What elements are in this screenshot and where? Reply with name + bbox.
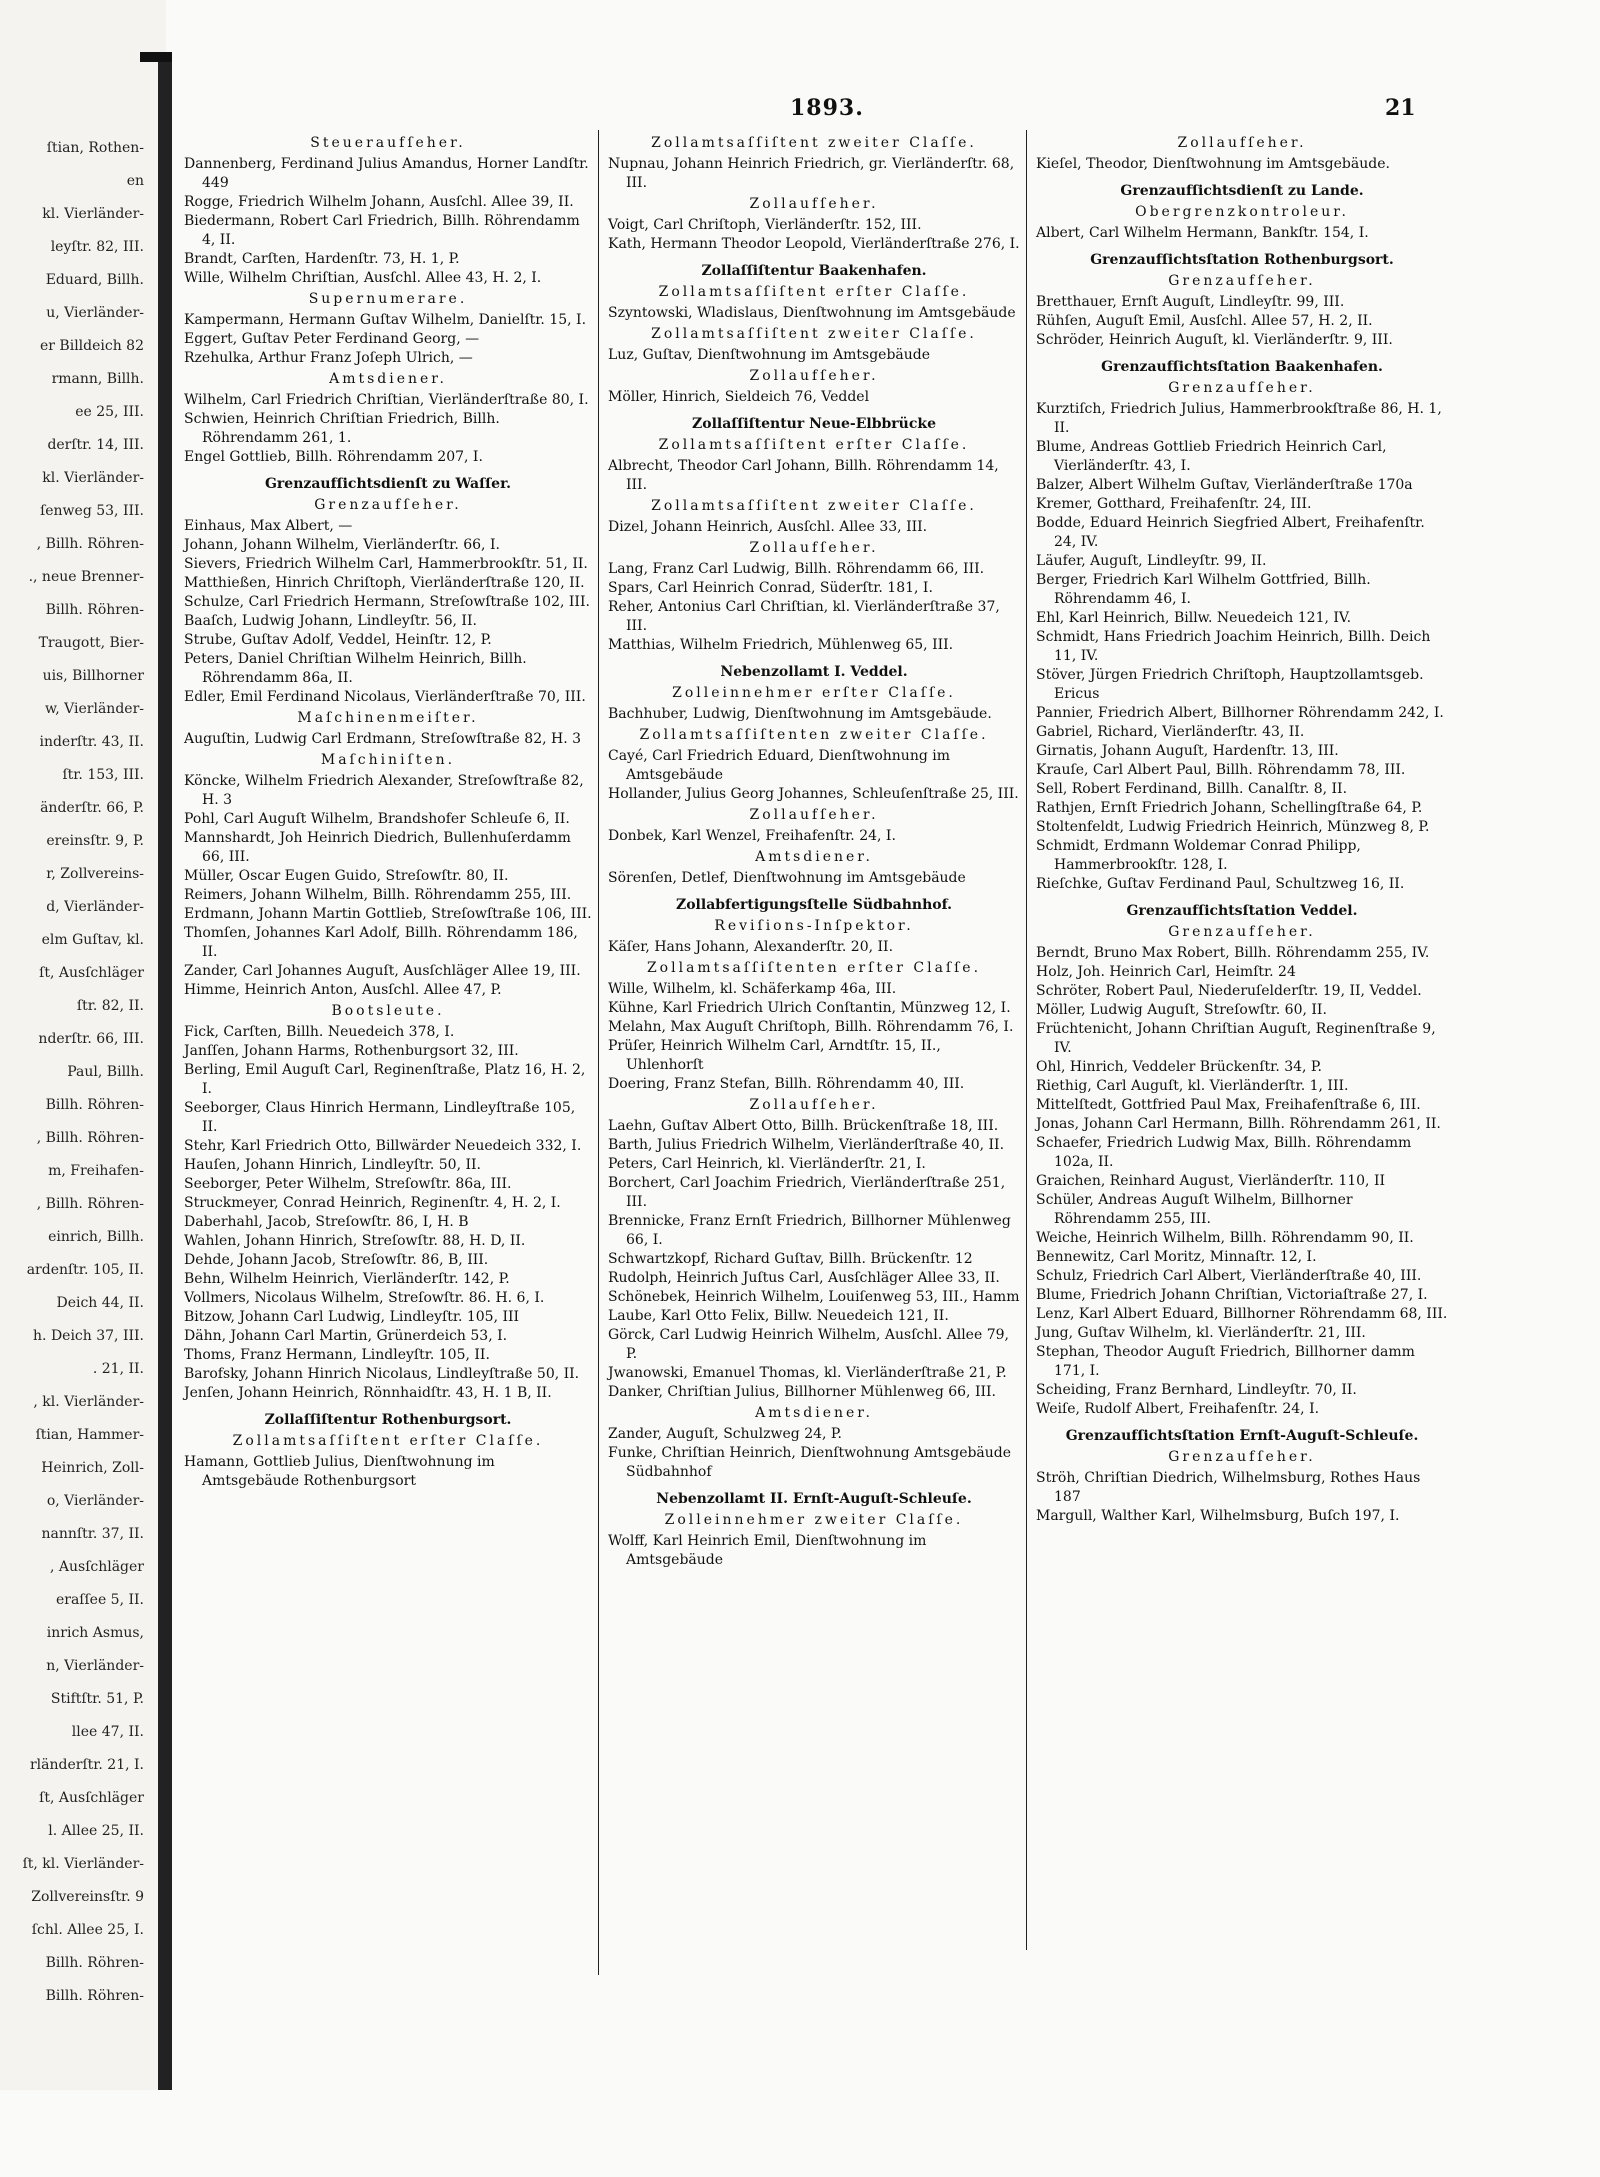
directory-entry: Dähn, Johann Carl Martin, Grünerdeich 53, I. (184, 1328, 508, 1344)
spine-tab (140, 52, 172, 62)
directory-entry: Berndt, Bruno Max Robert, Billh. Röhrendamm 255, IV. (1036, 945, 1430, 961)
gutter-fragment: nannſtr. 37, II. (41, 1526, 144, 1542)
rank-heading: Zollamtsaſſiſtenten zweiter Claſſe. (639, 727, 989, 743)
directory-entry: Pannier, Friedrich Albert, Billhorner Röhrendamm 242, I. (1036, 705, 1444, 721)
column-1 (184, 132, 592, 1491)
directory-entry: Balzer, Albert Wilhelm Guſtav, Vierländerſtraße 170a (1036, 477, 1413, 493)
directory-entry: Schröter, Robert Paul, Niederuſelderſtr. 19, II, Veddel. (1036, 983, 1422, 999)
page-number: 21 (1385, 95, 1416, 121)
gutter-fragment: w, Vierländer- (44, 701, 144, 717)
column-rule (598, 130, 599, 1975)
gutter-fragment: , Billh. Röhren- (36, 1130, 144, 1146)
directory-entry: Möller, Ludwig Auguſt, Streſowſtr. 60, II. (1036, 1002, 1327, 1018)
section-heading: Grenzaufſichtsſtation Baakenhafen. (1101, 359, 1383, 375)
directory-entry: Laehn, Guſtav Albert Otto, Billh. Brückenſtraße 18, III. (608, 1118, 999, 1134)
directory-entry: Edler, Emil Ferdinand Nicolaus, Vierländerſtraße 70, III. (184, 689, 586, 705)
directory-entry: Himme, Heinrich Anton, Ausſchl. Allee 47, P. (184, 982, 502, 998)
directory-entry: Jonas, Johann Carl Hermann, Billh. Röhrendamm 261, II. (1036, 1116, 1441, 1132)
directory-entry: Schröder, Heinrich Auguſt, kl. Vierländerſtr. 9, III. (1036, 332, 1393, 348)
directory-entry: Bachhuber, Ludwig, Dienſtwohnung im Amtsgebäude. (608, 706, 992, 722)
section-heading: Grenzaufſichtsſtation Veddel. (1126, 903, 1358, 919)
directory-entry: Biedermann, Robert Carl Friedrich, Billh. Röhrendamm 4, II. (184, 213, 580, 248)
section-heading: Nebenzollamt II. Ernſt-Auguſt-Schleuſe. (656, 1491, 972, 1507)
gutter-fragment: en (126, 173, 144, 189)
directory-entry: Voigt, Carl Chriſtoph, Vierländerſtr. 152, III. (608, 217, 922, 233)
directory-entry: Barth, Julius Friedrich Wilhelm, Vierländerſtraße 40, II. (608, 1137, 1005, 1153)
gutter-fragment: , Billh. Röhren- (36, 1196, 144, 1212)
directory-entry: Jenſen, Johann Heinrich, Rönnhaidſtr. 43, H. 1 B, II. (184, 1385, 552, 1401)
directory-entry: Kieſel, Theodor, Dienſtwohnung im Amtsgebäude. (1036, 156, 1390, 172)
gutter-fragment: elm Guſtav, kl. (41, 932, 144, 948)
directory-entry: Pohl, Carl Auguſt Wilhelm, Brandshofer Schleuſe 6, II. (184, 811, 570, 827)
directory-entry: Krauſe, Carl Albert Paul, Billh. Röhrendamm 78, III. (1036, 762, 1406, 778)
directory-entry: Spars, Carl Heinrich Conrad, Süderſtr. 181, I. (608, 580, 933, 596)
directory-entry: Hamann, Gottlieb Julius, Dienſtwohnung im Amtsgebäude Rothenburgsort (184, 1454, 495, 1489)
rank-heading: Amtsdiener. (755, 1405, 873, 1421)
directory-entry: Rzehulka, Arthur Franz Joſeph Ulrich, — (184, 350, 473, 366)
directory-entry: Cayé, Carl Friedrich Eduard, Dienſtwohnung im Amtsgebäude (608, 748, 950, 783)
directory-entry: Matthießen, Hinrich Chriſtoph, Vierländerſtraße 120, II. (184, 575, 585, 591)
directory-entry: Daberhahl, Jacob, Streſowſtr. 86, I, H. B (184, 1214, 469, 1230)
gutter-fragment: , Ausſchläger (49, 1559, 144, 1575)
directory-entry: Szyntowski, Wladislaus, Dienſtwohnung im Amtsgebäude (608, 305, 1016, 321)
directory-entry: Schulze, Carl Friedrich Hermann, Streſowſtraße 102, III. (184, 594, 590, 610)
directory-entry: Funke, Chriſtian Heinrich, Dienſtwohnung Amtsgebäude Südbahnhof (608, 1445, 1012, 1480)
directory-entry: Rieſchke, Guſtav Ferdinand Paul, Schultzweg 16, II. (1036, 876, 1405, 892)
directory-entry: Borchert, Carl Joachim Friedrich, Vierländerſtraße 251, III. (608, 1175, 1006, 1210)
directory-entry: Läufer, Auguſt, Lindleyſtr. 99, II. (1036, 553, 1267, 569)
directory-entry: Ohl, Hinrich, Veddeler Brückenſtr. 34, P. (1036, 1059, 1322, 1075)
rank-heading: Grenzaufſeher. (1168, 924, 1316, 940)
rank-heading: Zollamtsaſſiſtent erſter Claſſe. (658, 437, 970, 453)
rank-heading: Zollaufſeher. (1177, 135, 1307, 151)
directory-entry: Stöver, Jürgen Friedrich Chriſtoph, Hauptzollamtsgeb. Ericus (1036, 667, 1424, 702)
directory-entry: Früchtenicht, Johann Chriſtian Auguſt, Reginenſtraße 9, IV. (1036, 1021, 1436, 1056)
gutter-fragment: ereinsſtr. 9, P. (46, 833, 144, 849)
directory-entry: Brennicke, Franz Ernſt Friedrich, Billhorner Mühlenweg 66, I. (608, 1213, 1011, 1248)
directory-entry: Köncke, Wilhelm Friedrich Alexander, Streſowſtraße 82, H. 3 (184, 773, 584, 808)
rank-heading: Zollaufſeher. (749, 540, 879, 556)
gutter-fragment: ſenweg 53, III. (40, 503, 144, 519)
directory-entry: Kremer, Gotthard, Freihafenſtr. 24, III. (1036, 496, 1312, 512)
rank-heading: Amtsdiener. (755, 849, 873, 865)
gutter-fragment: m, Freihafen- (48, 1163, 144, 1179)
directory-entry: Ehl, Karl Heinrich, Billw. Neuedeich 121, IV. (1036, 610, 1352, 626)
gutter-fragment: rmann, Billh. (51, 371, 144, 387)
gutter-fragment: ſtian, Hammer- (35, 1427, 144, 1443)
directory-entry: Kurztiſch, Friedrich Julius, Hammerbrookſtraße 86, H. 1, II. (1036, 401, 1442, 436)
directory-entry: Schulz, Friedrich Carl Albert, Vierländerſtraße 40, III. (1036, 1268, 1422, 1284)
directory-entry: Berger, Friedrich Karl Wilhelm Gottfried, Billh. Röhrendamm 46, I. (1036, 572, 1371, 607)
rank-heading: Maſchinenmeiſter. (297, 710, 479, 726)
gutter-fragment: Heinrich, Zoll- (41, 1460, 144, 1476)
directory-entry: Bennewitz, Carl Moritz, Minnaſtr. 12, I. (1036, 1249, 1317, 1265)
directory-entry: Struckmeyer, Conrad Heinrich, Reginenſtr. 4, H. 2, I. (184, 1195, 561, 1211)
directory-entry: Stehr, Karl Friedrich Otto, Billwärder Neuedeich 332, I. (184, 1138, 582, 1154)
rank-heading: Steueraufſeher. (310, 135, 466, 151)
directory-entry: Melahn, Max Auguſt Chriſtoph, Billh. Röhrendamm 76, I. (608, 1019, 1014, 1035)
directory-entry: Vollmers, Nicolaus Wilhelm, Streſowſtr. 86. H. 6, I. (184, 1290, 545, 1306)
rank-heading: Zollaufſeher. (749, 807, 879, 823)
gutter-fragment: eraſſee 5, II. (55, 1592, 144, 1608)
gutter-fragment: , Billh. Röhren- (36, 536, 144, 552)
rank-heading: Zollamtsaſſiſtent zweiter Claſſe. (651, 326, 977, 342)
gutter-fragment: Traugott, Bier- (38, 635, 144, 651)
section-heading: Grenzaufſichtsdienſt zu Lande. (1120, 183, 1364, 199)
directory-entry: Mittelſtedt, Gottfried Paul Max, Freihafenſtraße 6, III. (1036, 1097, 1421, 1113)
section-heading: Nebenzollamt I. Veddel. (720, 664, 908, 680)
section-heading: Grenzaufſichtsdienſt zu Waſſer. (264, 476, 512, 492)
gutter-fragment: einrich, Billh. (48, 1229, 144, 1245)
gutter-fragment: l. Allee 25, II. (48, 1823, 144, 1839)
directory-entry: Käſer, Hans Johann, Alexanderſtr. 20, II. (608, 939, 894, 955)
directory-entry: Reimers, Johann Wilhelm, Billh. Röhrendamm 255, III. (184, 887, 572, 903)
rank-heading: Grenzaufſeher. (314, 497, 462, 513)
gutter-fragment: . 21, II. (92, 1361, 144, 1377)
directory-entry: Luz, Guſtav, Dienſtwohnung im Amtsgebäude (608, 347, 931, 363)
directory-entry: Berling, Emil Auguſt Carl, Reginenſtraße, Platz 16, H. 2, I. (184, 1062, 586, 1097)
rank-heading: Obergrenzkontroleur. (1135, 204, 1349, 220)
gutter-fragment: ſt, Ausſchläger (39, 965, 144, 981)
directory-entry: Schüler, Andreas Auguſt Wilhelm, Billhorner Röhrendamm 255, III. (1036, 1192, 1353, 1227)
gutter-fragment: d, Vierländer- (46, 899, 144, 915)
column-2 (608, 132, 1020, 1570)
rank-heading: Zollaufſeher. (749, 368, 879, 384)
gutter-fragment: Billh. Röhren- (45, 1988, 144, 2004)
directory-entry: Seeborger, Claus Hinrich Hermann, Lindleyſtraße 105, II. (184, 1100, 576, 1135)
gutter-fragment: Eduard, Billh. (45, 272, 144, 288)
directory-entry: Prüſer, Heinrich Wilhelm Carl, Arndtſtr. 15, II., Uhlenhorſt (608, 1038, 941, 1073)
rank-heading: Supernumerare. (308, 291, 468, 307)
directory-entry: Margull, Walther Karl, Wilhelmsburg, Buſch 197, I. (1036, 1508, 1400, 1524)
directory-entry: Stephan, Theodor Auguſt Friedrich, Billhorner damm 171, I. (1036, 1344, 1415, 1379)
gutter-fragment: n, Vierländer- (46, 1658, 144, 1674)
rank-heading: Grenzaufſeher. (1168, 1449, 1316, 1465)
directory-entry: Janſſen, Johann Harms, Rothenburgsort 32, III. (184, 1043, 519, 1059)
directory-entry: Kampermann, Hermann Guſtav Wilhelm, Danielſtr. 15, I. (184, 312, 587, 328)
directory-entry: Rudolph, Heinrich Juſtus Carl, Ausſchläger Allee 33, II. (608, 1270, 1000, 1286)
directory-entry: Schwartzkopf, Richard Guſtav, Billh. Brückenſtr. 12 (608, 1251, 973, 1267)
directory-entry: Girnatis, Johann Auguſt, Hardenſtr. 13, III. (1036, 743, 1339, 759)
gutter-fragment: llee 47, II. (71, 1724, 144, 1740)
directory-entry: Behn, Wilhelm Heinrich, Vierländerſtr. 142, P. (184, 1271, 510, 1287)
directory-entry: Wahlen, Johann Hinrich, Streſowſtr. 88, H. D, II. (184, 1233, 526, 1249)
directory-entry: Wilhelm, Carl Friedrich Chriſtian, Vierländerſtraße 80, I. (184, 392, 589, 408)
directory-entry: Matthias, Wilhelm Friedrich, Mühlenweg 65, III. (608, 637, 954, 653)
rank-heading: Grenzaufſeher. (1168, 380, 1316, 396)
gutter-fragment: nderſtr. 66, III. (38, 1031, 144, 1047)
gutter-fragment: kl. Vierländer- (42, 206, 144, 222)
directory-entry: Barofsky, Johann Hinrich Nicolaus, Lindleyſtraße 50, II. (184, 1366, 580, 1382)
gutter-fragment: ſt, Ausſchläger (39, 1790, 144, 1806)
directory-entry: Weiſe, Rudolf Albert, Freihafenſtr. 24, I. (1036, 1401, 1320, 1417)
rank-heading: Zollamtsaſſiſtent erſter Claſſe. (232, 1433, 544, 1449)
directory-entry: Fick, Carſten, Billh. Neuedeich 378, I. (184, 1024, 455, 1040)
directory-entry: Schönebek, Heinrich Wilhelm, Louiſenweg 53, III., Hamm (608, 1289, 1020, 1305)
rank-heading: Zollaufſeher. (749, 196, 879, 212)
directory-entry: Görck, Carl Ludwig Heinrich Wilhelm, Ausſchl. Allee 79, P. (608, 1327, 1009, 1362)
directory-entry: Jung, Guſtav Wilhelm, kl. Vierländerſtr. 21, III. (1036, 1325, 1366, 1341)
directory-entry: Blume, Friedrich Johann Chriſtian, Victoriaſtraße 27, I. (1036, 1287, 1428, 1303)
directory-entry: Zander, Carl Johannes Auguſt, Ausſchläger Allee 19, III. (184, 963, 581, 979)
directory-entry: Doering, Franz Stefan, Billh. Röhrendamm 40, III. (608, 1076, 965, 1092)
adjacent-page-fragment (0, 0, 166, 2090)
directory-entry: Bodde, Eduard Heinrich Siegfried Albert, Freihafenſtr. 24, IV. (1036, 515, 1425, 550)
directory-entry: Dizel, Johann Heinrich, Ausſchl. Allee 33, III. (608, 519, 928, 535)
gutter-fragment: u, Vierländer- (46, 305, 144, 321)
directory-entry: Brandt, Carſten, Hardenſtr. 73, H. 1, P. (184, 251, 460, 267)
directory-entry: Bretthauer, Ernſt Auguſt, Lindleyſtr. 99, III. (1036, 294, 1345, 310)
gutter-fragment: er Billdeich 82 (40, 338, 144, 354)
gutter-fragment: ., neue Brenner- (28, 569, 144, 585)
directory-entry: Kath, Hermann Theodor Leopold, Vierländerſtraße 276, I. (608, 236, 1020, 252)
gutter-fragment: Deich 44, II. (56, 1295, 144, 1311)
directory-entry: Graichen, Reinhard August, Vierländerſtr. 110, II (1036, 1173, 1386, 1189)
directory-entry: Lenz, Karl Albert Eduard, Billhorner Röhrendamm 68, III. (1036, 1306, 1448, 1322)
gutter-fragment: Billh. Röhren- (45, 602, 144, 618)
gutter-fragment: ſtian, Rothen- (46, 140, 144, 156)
directory-entry: Scheiding, Franz Bernhard, Lindleyſtr. 70, II. (1036, 1382, 1357, 1398)
gutter-fragment: Paul, Billh. (67, 1064, 144, 1080)
directory-entry: Riethig, Carl Auguſt, kl. Vierländerſtr. 1, III. (1036, 1078, 1349, 1094)
gutter-fragment: änderſtr. 66, P. (40, 800, 144, 816)
directory-entry: Johann, Johann Wilhelm, Vierländerſtr. 66, I. (184, 537, 500, 553)
directory-entry: Zander, Auguſt, Schulzweg 24, P. (608, 1426, 842, 1442)
gutter-fragment: o, Vierländer- (46, 1493, 144, 1509)
gutter-fragment: ſtr. 153, III. (62, 767, 144, 783)
section-heading: Zollaſſiſtentur Neue-Elbbrücke (692, 416, 936, 432)
gutter-fragment: leyſtr. 82, III. (50, 239, 144, 255)
gutter-fragment: derſtr. 14, III. (47, 437, 144, 453)
gutter-fragment: rländerſtr. 21, I. (29, 1757, 144, 1773)
rank-heading: Reviſions-Inſpektor. (714, 918, 914, 934)
directory-entry: Rathjen, Ernſt Friedrich Johann, Schellingſtraße 64, P. (1036, 800, 1423, 816)
rank-heading: Zolleinnehmer erſter Claſſe. (672, 685, 956, 701)
rank-heading: Bootsleute. (331, 1003, 445, 1019)
directory-entry: Sievers, Friedrich Wilhelm Carl, Hammerbrookſtr. 51, II. (184, 556, 588, 572)
gutter-fragment: Zollvereinsſtr. 9 (31, 1889, 144, 1905)
directory-entry: Eggert, Guſtav Peter Ferdinand Georg, — (184, 331, 480, 347)
directory-entry: Strube, Guſtav Adolf, Veddel, Heinſtr. 12, P. (184, 632, 492, 648)
column-3 (1036, 132, 1448, 1526)
directory-entry: Schmidt, Hans Friedrich Joachim Heinrich, Billh. Deich 11, IV. (1036, 629, 1431, 664)
directory-entry: Laube, Karl Otto Felix, Billw. Neuedeich 121, II. (608, 1308, 949, 1324)
gutter-fragment: Billh. Röhren- (45, 1955, 144, 1971)
rank-heading: Zollamtsaſſiſtent zweiter Claſſe. (651, 498, 977, 514)
directory-entry: Jwanowski, Emanuel Thomas, kl. Vierländerſtraße 21, P. (608, 1365, 1007, 1381)
gutter-fragment: ſtr. 82, II. (76, 998, 144, 1014)
gutter-fragment: ardenſtr. 105, II. (26, 1262, 144, 1278)
rank-heading: Zolleinnehmer zweiter Claſſe. (664, 1512, 964, 1528)
directory-entry: Danker, Chriſtian Julius, Billhorner Mühlenweg 66, III. (608, 1384, 996, 1400)
directory-entry: Müller, Oscar Eugen Guido, Streſowſtr. 80, II. (184, 868, 509, 884)
rank-heading: Zollamtsaſſiſtenten erſter Claſſe. (646, 960, 982, 976)
directory-entry: Einhaus, Max Albert, — (184, 518, 353, 534)
directory-entry: Blume, Andreas Gottlieb Friedrich Heinrich Carl, Vierländerſtr. 43, I. (1036, 439, 1387, 474)
section-heading: Zollaſſiſtentur Baakenhafen. (701, 263, 927, 279)
rank-heading: Zollaufſeher. (749, 1097, 879, 1113)
directory-entry: Reher, Antonius Carl Chriſtian, kl. Vierländerſtraße 37, III. (608, 599, 1000, 634)
directory-entry: Wille, Wilhelm Chriſtian, Ausſchl. Allee 43, H. 2, I. (184, 270, 542, 286)
directory-entry: Weiche, Heinrich Wilhelm, Billh. Röhrendamm 90, II. (1036, 1230, 1414, 1246)
rank-heading: Amtsdiener. (329, 371, 447, 387)
gutter-fragment: r, Zollvereins- (46, 866, 144, 882)
directory-entry: Dehde, Johann Jacob, Streſowſtr. 86, B, III. (184, 1252, 489, 1268)
directory-entry: Hollander, Julius Georg Johannes, Schleuſenſtraße 25, III. (608, 786, 1019, 802)
section-heading: Grenzaufſichtsſtation Rothenburgsort. (1090, 252, 1394, 268)
gutter-fragment: kl. Vierländer- (42, 470, 144, 486)
directory-entry: Rühſen, Auguſt Emil, Ausſchl. Allee 57, H. 2, II. (1036, 313, 1373, 329)
directory-entry: Ströh, Chriſtian Diedrich, Wilhelmsburg, Rothes Haus 187 (1036, 1470, 1421, 1505)
directory-entry: Auguſtin, Ludwig Carl Erdmann, Streſowſtraße 82, H. 3 (184, 731, 582, 747)
gutter-fragment: ſt, kl. Vierländer- (22, 1856, 144, 1872)
rank-heading: Zollamtsaſſiſtent erſter Claſſe. (658, 284, 970, 300)
directory-entry: Nupnau, Johann Heinrich Friedrich, gr. Vierländerſtr. 68, III. (608, 156, 1015, 191)
directory-entry: Sell, Robert Ferdinand, Billh. Canalſtr. 8, II. (1036, 781, 1348, 797)
gutter-fragment: uis, Billhorner (42, 668, 144, 684)
directory-entry: Rogge, Friedrich Wilhelm Johann, Ausſchl. Allee 39, II. (184, 194, 574, 210)
directory-entry: Wolff, Karl Heinrich Emil, Dienſtwohnung im Amtsgebäude (608, 1533, 927, 1568)
gutter-fragment: inderſtr. 43, II. (39, 734, 144, 750)
directory-entry: Kühne, Karl Friedrich Ulrich Conſtantin, Münzweg 12, I. (608, 1000, 1011, 1016)
directory-entry: Schwien, Heinrich Chriſtian Friedrich, Billh. Röhrendamm 261, 1. (184, 411, 500, 446)
directory-entry: Mannshardt, Joh Heinrich Diedrich, Bullenhuſerdamm 66, III. (184, 830, 571, 865)
directory-entry: Schaefer, Friedrich Ludwig Max, Billh. Röhrendamm 102a, II. (1036, 1135, 1412, 1170)
directory-entry: Stoltenfeldt, Ludwig Friedrich Heinrich, Münzweg 8, P. (1036, 819, 1430, 835)
directory-entry: Bitzow, Johann Carl Ludwig, Lindleyſtr. 105, III (184, 1309, 520, 1325)
gutter-fragment: ſchl. Allee 25, I. (31, 1922, 144, 1938)
directory-entry: Thomſen, Johannes Karl Adolf, Billh. Röhrendamm 186, II. (184, 925, 578, 960)
directory-entry: Peters, Daniel Chriſtian Wilhelm Heinrich, Billh. Röhrendamm 86a, II. (184, 651, 527, 686)
directory-entry: Donbek, Karl Wenzel, Freihafenſtr. 24, I. (608, 828, 896, 844)
gutter-fragment: inrich Asmus, (46, 1625, 144, 1641)
directory-entry: Holz, Joh. Heinrich Carl, Heimſtr. 24 (1036, 964, 1296, 980)
directory-entry: Erdmann, Johann Martin Gottlieb, Streſowſtraße 106, III. (184, 906, 592, 922)
directory-entry: Dannenberg, Ferdinand Julius Amandus, Horner Landſtr. 449 (184, 156, 589, 191)
rank-heading: Grenzaufſeher. (1168, 273, 1316, 289)
gutter-fragment: h. Deich 37, III. (33, 1328, 144, 1344)
book-spine (158, 52, 172, 2090)
directory-entry: Lang, Franz Carl Ludwig, Billh. Röhrendamm 66, III. (608, 561, 985, 577)
directory-entry: Möller, Hinrich, Sieldeich 76, Veddel (608, 389, 870, 405)
page-year: 1893. (790, 95, 864, 121)
section-heading: Zollabfertigungsſtelle Südbahnhof. (676, 897, 952, 913)
directory-entry: Albrecht, Theodor Carl Johann, Billh. Röhrendamm 14, III. (608, 458, 999, 493)
gutter-fragment: ee 25, III. (75, 404, 144, 420)
directory-entry: Albert, Carl Wilhelm Hermann, Bankſtr. 154, I. (1036, 225, 1369, 241)
directory-entry: Gabriel, Richard, Vierländerſtr. 43, II. (1036, 724, 1305, 740)
rank-heading: Maſchiniſten. (320, 752, 456, 768)
column-rule (1026, 130, 1027, 1950)
directory-entry: Seeborger, Peter Wilhelm, Streſowſtr. 86a, III. (184, 1176, 512, 1192)
directory-entry: Sörenſen, Detlef, Dienſtwohnung im Amtsgebäude (608, 870, 966, 886)
section-heading: Grenzaufſichtsſtation Ernſt-Auguſt-Schleuſe. (1065, 1428, 1419, 1444)
directory-entry: Wille, Wilhelm, kl. Schäferkamp 46a, III. (608, 981, 897, 997)
directory-entry: Schmidt, Erdmann Woldemar Conrad Philipp, Hammerbrookſtr. 128, I. (1036, 838, 1361, 873)
gutter-fragment: , kl. Vierländer- (33, 1394, 144, 1410)
directory-entry: Baaſch, Ludwig Johann, Lindleyſtr. 56, II. (184, 613, 477, 629)
rank-heading: Zollamtsaſſiſtent zweiter Claſſe. (651, 135, 977, 151)
gutter-fragment: Stiftſtr. 51, P. (50, 1691, 144, 1707)
section-heading: Zollaſſiſtentur Rothenburgsort. (264, 1412, 512, 1428)
directory-entry: Engel Gottlieb, Billh. Röhrendamm 207, I. (184, 449, 483, 465)
directory-entry: Thoms, Franz Hermann, Lindleyſtr. 105, II. (184, 1347, 490, 1363)
directory-entry: Hauſen, Johann Hinrich, Lindleyſtr. 50, II. (184, 1157, 481, 1173)
gutter-fragment: Billh. Röhren- (45, 1097, 144, 1113)
directory-entry: Peters, Carl Heinrich, kl. Vierländerſtr. 21, I. (608, 1156, 926, 1172)
